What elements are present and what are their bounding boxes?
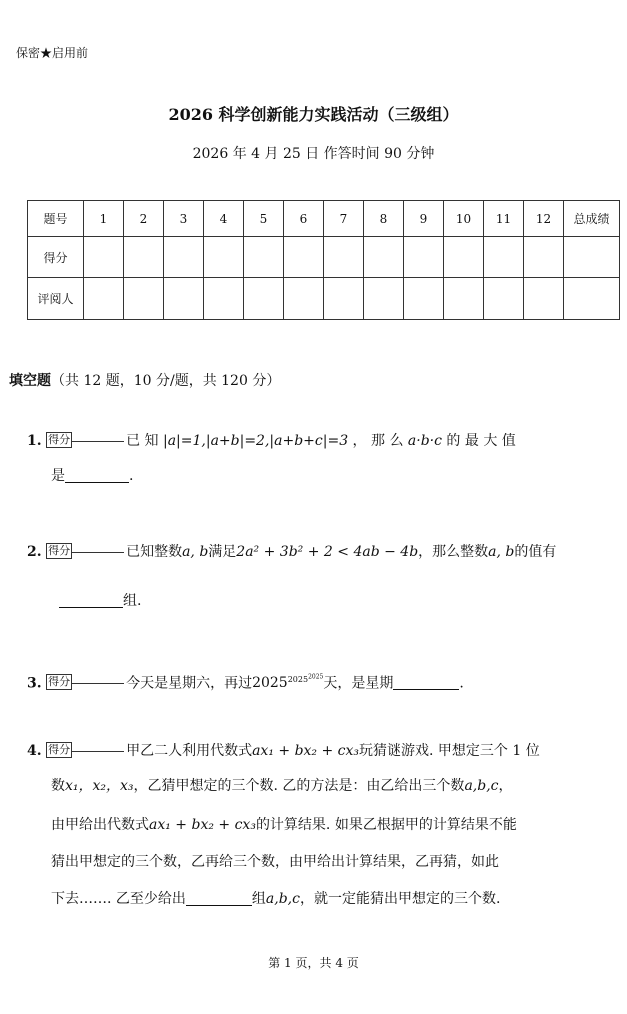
col-header: 5 [244, 201, 284, 237]
page-footer: 第 1 页，共 4 页 [268, 956, 359, 970]
score-cell [204, 237, 244, 278]
q4-text: 甲乙二人利用代数式 [126, 743, 253, 759]
section-info: （共 12 题，10 分/题，共 120 分） [51, 373, 281, 389]
question-4-line-4 [51, 852, 499, 872]
q4-text: 由甲给出代数式 [51, 817, 149, 833]
q4-answer-blank[interactable] [186, 891, 252, 906]
col-header: 1 [84, 201, 124, 237]
score-cell [484, 237, 524, 278]
q4-math-coefs: a,b,c [265, 891, 300, 907]
score-box-line [72, 441, 124, 442]
grader-cell [84, 278, 124, 320]
q3-text: . [459, 675, 464, 692]
q2-text: 组. [123, 593, 142, 609]
question-4-line-5 [51, 889, 500, 909]
q2-text: ，那么整数 [418, 544, 489, 560]
q1-text: 是 [51, 468, 65, 484]
q2-math-vars: a, b [182, 544, 209, 560]
grader-cell [124, 278, 164, 320]
col-header: 8 [364, 201, 404, 237]
score-cell [564, 237, 620, 278]
q1-text: 的 最 大 值 [441, 433, 516, 449]
q4-text: 数 [51, 778, 65, 794]
q4-text: 猜出甲想定的三个数，乙再给三个数，由甲给出计算结果，乙再猜，如此 [51, 854, 499, 870]
q4-math-expression: ax₁ + bx₂ + cx₃ [149, 817, 256, 833]
score-cell [364, 237, 404, 278]
question-number: 2. [27, 544, 42, 560]
q1-text: . [129, 468, 134, 484]
col-header: 3 [164, 201, 204, 237]
score-cell [404, 237, 444, 278]
question-1-line-1 [27, 431, 516, 451]
q4-text: ，乙猜甲想定的三个数. 乙的方法是：由乙给出三个数 [133, 778, 465, 794]
q1-math-condition: |a|=1,|a+b|=2,|a+b+c|=3 [162, 433, 349, 449]
table-row-grader [28, 278, 620, 320]
score-box-line [72, 683, 124, 684]
col-header: 6 [284, 201, 324, 237]
grader-cell [204, 278, 244, 320]
question-1-line-2 [51, 466, 133, 486]
q4-text: 玩猜谜游戏. 甲想定三个 1 位 [359, 743, 540, 759]
col-header: 12 [524, 201, 564, 237]
grader-cell [484, 278, 524, 320]
section-name: 填空题 [9, 373, 51, 389]
question-4-line-2 [51, 776, 513, 796]
q3-text: 今天是星期六，再过 [126, 675, 253, 692]
q3-text: 天，是星期 [323, 675, 394, 692]
score-cell [164, 237, 204, 278]
q4-math-coefs: a,b,c [464, 778, 499, 794]
row-label-score: 得分 [28, 237, 84, 278]
q1-text: ， 那 么 [348, 433, 408, 449]
grader-cell [444, 278, 484, 320]
grader-cell [364, 278, 404, 320]
q4-text: 的计算结果. 如果乙根据甲的计算结果不能 [255, 817, 517, 833]
table-row-score [28, 237, 620, 278]
table-row-question-numbers [28, 201, 620, 237]
score-cell [124, 237, 164, 278]
score-box: 得分 [48, 433, 71, 446]
q3-math-power [252, 675, 323, 691]
question-number: 3. [27, 675, 42, 692]
score-box: 得分 [48, 743, 71, 756]
q2-text: 满足 [208, 544, 237, 560]
row-label-question-number: 题号 [28, 201, 84, 237]
q3-base: 2025 [252, 675, 288, 692]
q2-math-vars: a, b [488, 544, 515, 560]
score-cell [444, 237, 484, 278]
q4-math-expression: ax₁ + bx₂ + cx₃ [252, 743, 360, 759]
question-4-line-3 [51, 815, 517, 835]
q1-text: 已 知 [126, 433, 163, 449]
q3-exponent-exponent: 2025 [308, 673, 324, 680]
score-cell [324, 237, 364, 278]
col-header: 7 [324, 201, 364, 237]
grader-cell [404, 278, 444, 320]
section-heading [9, 370, 280, 390]
row-label-grader: 评阅人 [28, 278, 84, 320]
score-box: 得分 [48, 675, 71, 689]
question-3-line-1 [27, 667, 464, 693]
grader-cell [564, 278, 620, 320]
question-4-line-1 [27, 741, 540, 761]
q1-answer-blank[interactable] [65, 468, 129, 483]
q2-math-inequality: 2a² + 3b² + 2 < 4ab − 4b [236, 544, 419, 560]
score-cell [244, 237, 284, 278]
col-header: 2 [124, 201, 164, 237]
col-header: 10 [444, 201, 484, 237]
grader-cell [524, 278, 564, 320]
col-header: 4 [204, 201, 244, 237]
page-title: 2026 科学创新能力实践活动（三级组） [168, 105, 459, 124]
q4-text: ，就一定能猜出甲想定的三个数. [299, 891, 501, 907]
q4-text: 下去……. 乙至少给出 [51, 891, 186, 907]
score-table [27, 200, 620, 320]
q4-text: ， [498, 778, 513, 794]
q1-math-product: a·b·c [407, 433, 442, 449]
confidential-label: 保密★启用前 [16, 46, 89, 60]
q2-answer-blank[interactable] [59, 593, 123, 608]
q3-answer-blank[interactable] [393, 675, 459, 690]
q2-text: 的值有 [514, 544, 557, 560]
col-header: 11 [484, 201, 524, 237]
question-2-line-2 [59, 591, 141, 611]
grader-cell [284, 278, 324, 320]
question-2-line-1 [27, 542, 556, 562]
grader-cell [244, 278, 284, 320]
q3-exponent: 20252025 [287, 673, 324, 684]
score-box-line [72, 751, 124, 752]
exam-date-duration: 2026 年 4 月 25 日 作答时间 90 分钟 [192, 146, 435, 162]
score-box-line [72, 552, 124, 553]
q4-text: 组 [251, 891, 266, 907]
q2-text: 已知整数 [126, 544, 183, 560]
score-box: 得分 [48, 544, 71, 557]
score-cell [524, 237, 564, 278]
question-number: 4. [27, 743, 42, 759]
score-cell [284, 237, 324, 278]
grader-cell [324, 278, 364, 320]
col-header-total: 总成绩 [564, 201, 620, 237]
col-header: 9 [404, 201, 444, 237]
q4-math-vars: x₁，x₂，x₃ [65, 778, 134, 794]
score-cell [84, 237, 124, 278]
question-number: 1. [27, 433, 42, 449]
grader-cell [164, 278, 204, 320]
